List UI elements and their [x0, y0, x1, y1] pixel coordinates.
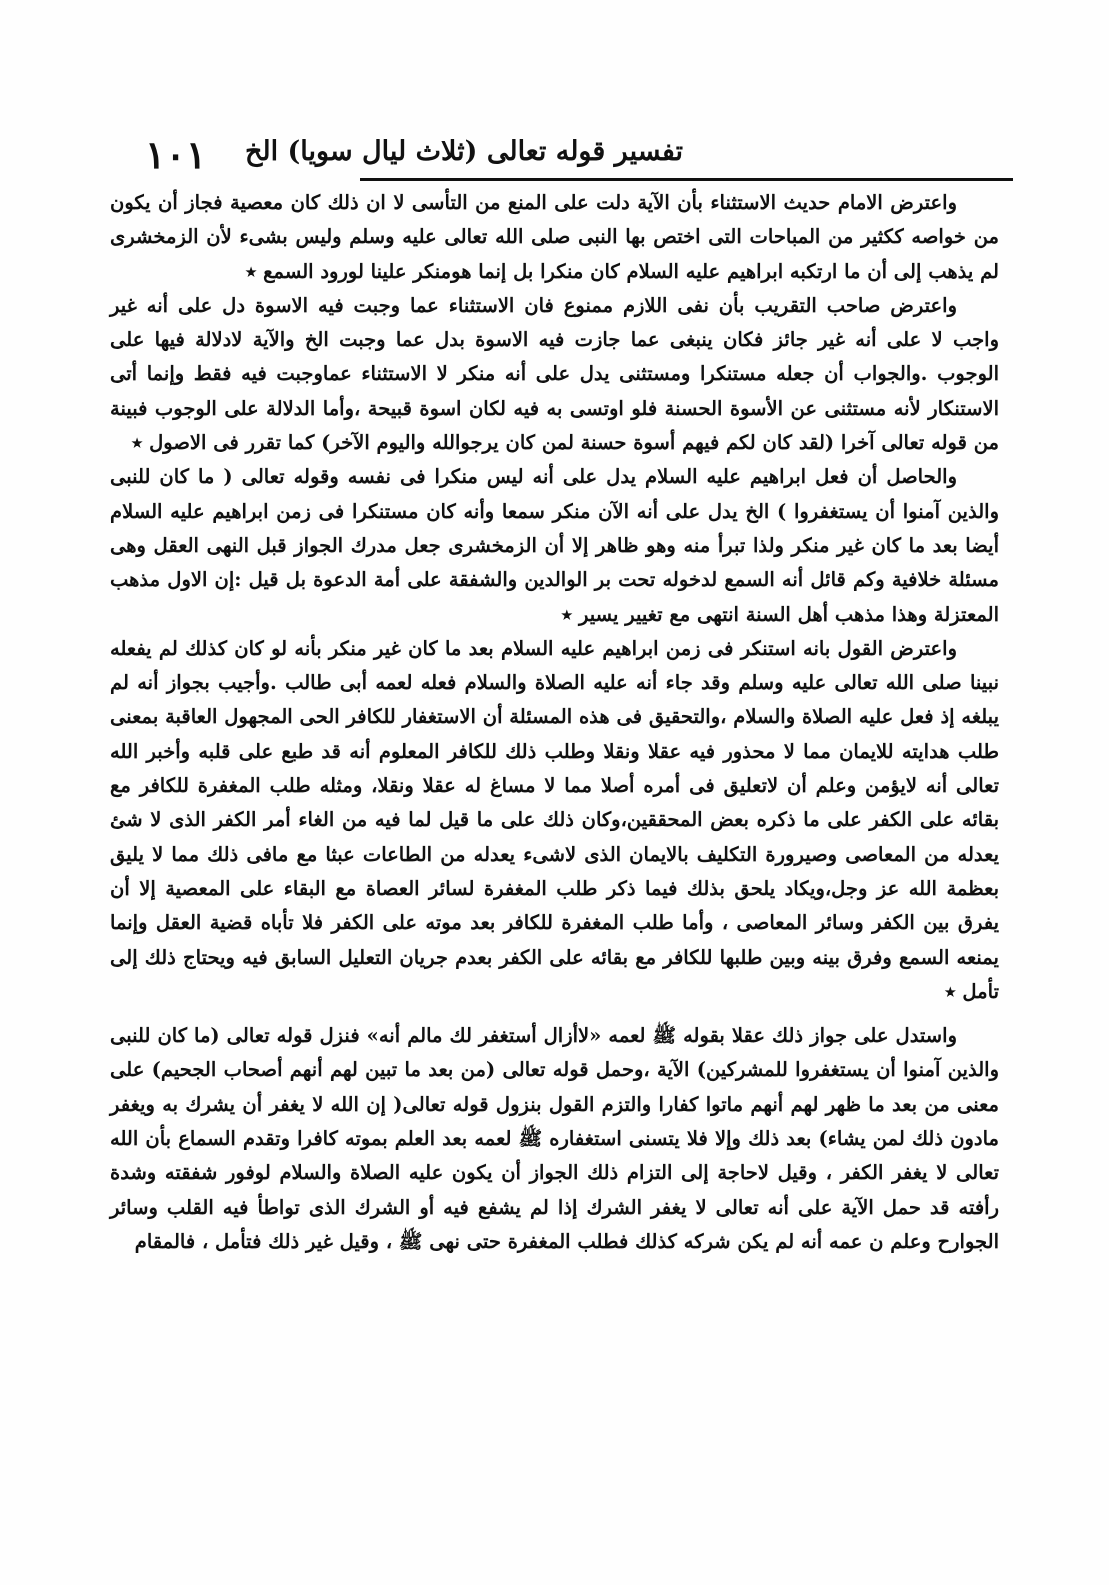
header-rule	[360, 178, 1013, 181]
paragraph-4: واعترض القول بانه استنكر فى زمن ابراهيم عليه السلام بعد ما كان غير منكر بأنه لو كان كذلك لم يفعله نبينا صلى الله تعالى عليه وسلم وقد جاء أنه عليه الصلاة والسلام فعله لعمه أبى طالب .وأجيب بجواز أنه لم يبلغه إذ فعل عليه الصلاة والسلام ،والتحقيق فى هذه المسئلة أن الاستغفار للكافر الحى المجهول العاقبة بمعنى طلب هدايته للايمان مما لا محذور فيه عقلا ونقلا وطلب ذلك للكافر المعلوم أنه قد طبع على قلبه وأخبر الله تعالى أنه لايؤمن وعلم أن لاتعليق فى أمره أصلا مما لا مساغ له عقلا ونقلا، ومثله طلب المغفرة للكافر مع بقائه على الكفر على ما ذكره بعض المحققين،وكان ذلك على ما قيل لما فيه من الغاء أمر الكفر الذى لا شئ يعدله من المعاصى وصيرورة التكليف بالايمان الذى لاشىء يعدله من الطاعات عبثا مع مافى ذلك مما لا يليق بعظمة الله عز وجل،ويكاد يلحق بذلك فيما ذكر طلب المغفرة لسائر العصاة مع البقاء على المعصية إلا أن يفرق بين الكفر وسائر المعاصى ، وأما طلب المغفرة للكافر بعد موته على الكفر فلا تأباه قضية العقل وإنما يمنعه السمع وفرق بينه وبين طلبها للكافر مع بقائه على الكفر بعدم جريان التعليل السابق فيه ويحتاج ذلك إلى تأمل ٭	[110, 636, 999, 1003]
paragraph-5: واستدل على جواز ذلك عقلا بقوله ﷺ لعمه «لاأزال أستغفر لك مالم أنه» فنزل قوله تعالى (ما كان للنبى والذين آمنوا أن يستغفروا للمشركين) الآية ،وحمل قوله تعالى (من بعد ما تبين لهم أنهم أصحاب الجحيم) على معنى من بعد ما ظهر لهم أنهم ماتوا كفارا والتزم القول بنزول قوله تعالى( إن الله لا يغفر أن يشرك به ويغفر مادون ذلك لمن يشاء) بعد ذلك وإلا فلا يتسنى استغفاره ﷺ لعمه بعد العلم بموته كافرا وتقدم السماع بأن الله تعالى لا يغفر الكفر ، وقيل لاحاجة إلى التزام ذلك الجواز أن يكون عليه الصلاة والسلام لوفور شفقته وشدة رأفته قد حمل الآية على أنه تعالى لا يغفر الشرك إذا لم يشفع فيه أو الشرك الذى تواطأ فيه القلب وسائر الجوارح وعلم ن عمه أنه لم يكن شركه كذلك فطلب المغفرة حتى نهى ﷺ ، وقيل غير ذلك فتأمل ، فالمقام	[110, 1024, 999, 1253]
page-header	[100, 128, 1013, 190]
body-text	[110, 186, 999, 1259]
paragraph-2: واعترض صاحب التقريب بأن نفى اللازم ممنوع فان الاستثناء عما وجبت فيه الاسوة دل على أنه غير واجب لا على أنه غير جائز فكان ينبغى عما جازت فيه الاسوة بدل عما وجبت الخ والآية لادلالة فيها على الوجوب .والجواب أن جعله مستنكرا ومستثنى يدل على أنه منكر لا الاستثناء عماوجبت فيه فقط وإنما أتى الاستنكار لأنه مستثنى عن الأسوة الحسنة فلو اوتسى به فيه لكان اسوة قبيحة ،وأما الدلالة على الوجوب فبينة من قوله تعالى آخرا (لقد كان لكم فيهم أسوة حسنة لمن كان يرجوالله واليوم الآخر) كما تقرر فى الاصول ٭	[110, 293, 999, 455]
page-number: ١٠١	[145, 132, 207, 177]
paragraph-3: والحاصل أن فعل ابراهيم عليه السلام يدل على أنه ليس منكرا فى نفسه وقوله تعالى ( ما كان للنبى والذين آمنوا أن يستغفروا ) الخ يدل على أنه الآن منكر سمعا وأنه كان مستنكرا فى زمن ابراهيم عليه السلام أيضا بعد ما كان غير منكر ولذا تبرأ منه وهو ظاهر إلا أن الزمخشرى جعل مدرك الجواز قبل النهى العقل وهى مسئلة خلافية وكم قائل أنه السمع لدخوله تحت بر الوالدين والشفقة على أمة الدعوة بل قيل :إن الاول مذهب المعتزلة وهذا مذهب أهل السنة انتهى مع تغيير يسير ٭	[110, 465, 999, 626]
running-title: تفسير قوله تعالى (ثلاث ليال سويا) الخ	[244, 136, 683, 167]
paragraph-1: واعترض الامام حديث الاستثناء بأن الآية دلت على المنع من التأسى لا ان ذلك كان معصية فجاز أن يكون من خواصه ككثير من المباحات التى اختص بها النبى صلى الله تعالى عليه وسلم وليس بشىء لأن الزمخشرى لم يذهب إلى أن ما ارتكبه ابراهيم عليه السلام كان منكرا بل إنما هومنكر علينا لورود السمع ٭	[110, 191, 999, 283]
